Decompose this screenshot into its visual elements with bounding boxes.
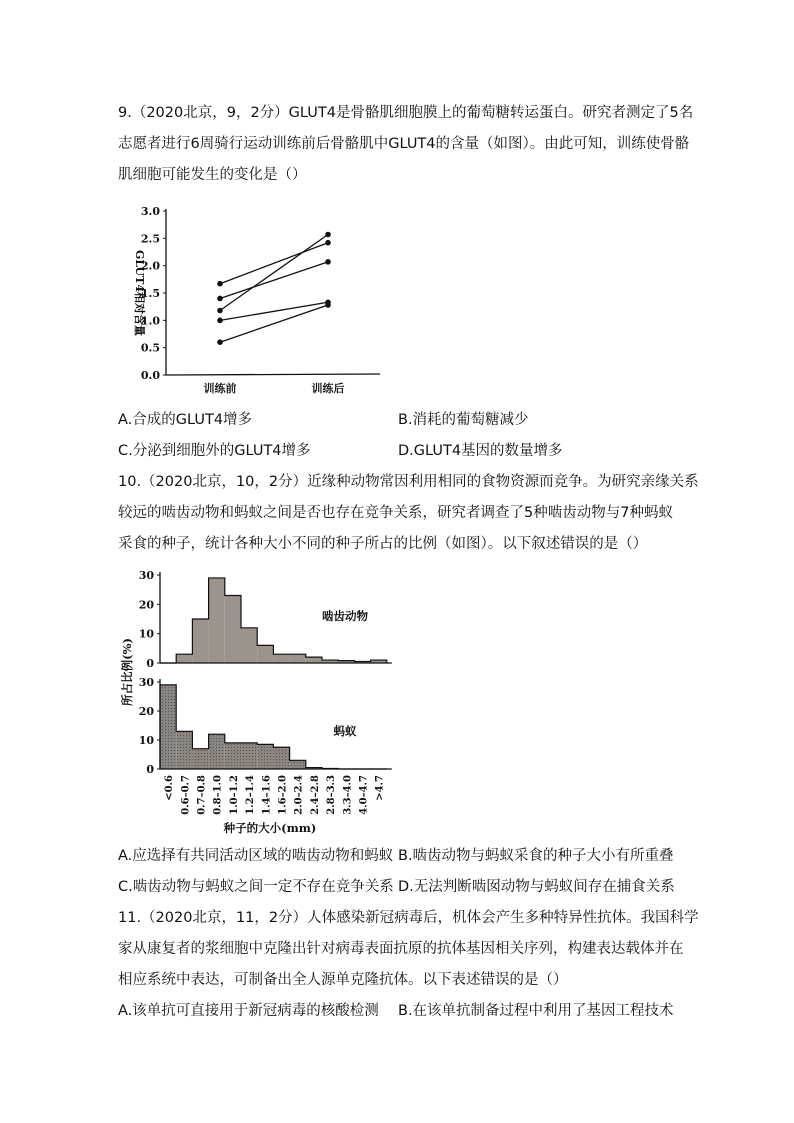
q9-option-d[interactable]: D.GLUT4基因的数量增多: [398, 443, 563, 459]
q11-line-2: 家从康复者的浆细胞中克隆出针对病毒表面抗原的抗体基因相关序列，构建表达载体并在: [118, 941, 684, 957]
y-tick-label: 0.5: [140, 341, 160, 355]
y-tick-label: 20: [138, 705, 154, 718]
histogram-bar: [241, 743, 257, 769]
q9-line-1: 9.（2020北京，9，2分）GLUT4是骨骼肌细胞膜上的葡萄糖转运蛋白。研究者测定了5名: [118, 105, 694, 121]
q10-option-b[interactable]: B.啮齿动物与蚂蚁采食的种子大小有所重叠: [398, 848, 674, 864]
histogram-bar: [176, 731, 192, 769]
x-tick-label: 2.4–2.8: [309, 775, 321, 815]
x-tick-label: >4.7: [374, 775, 386, 801]
y-tick-label: 2.5: [140, 232, 160, 246]
histogram-bar: [160, 685, 176, 769]
q10-option-c[interactable]: C.啮齿动物与蚂蚁之间一定不存在竞争关系: [118, 879, 394, 895]
y-tick-label: 10: [138, 734, 154, 747]
x-tick-label: 1.2–1.4: [245, 775, 257, 815]
x-tick-label: 0.7–0.8: [196, 775, 208, 815]
histogram-bar: [241, 628, 257, 663]
series-label: 啮齿动物: [322, 609, 368, 623]
histogram-bar: [176, 654, 192, 663]
histogram-bar: [273, 747, 289, 769]
y-tick-label: 0: [146, 763, 154, 776]
q9-line-2: 志愿者进行6周骑行运动训练前后骨骼肌中GLUT4的含量（如图）。由此可知，训练使骨骼: [118, 136, 690, 152]
histogram-bar: [273, 654, 289, 663]
y-tick-label: 2.0: [140, 259, 160, 273]
q9-option-a[interactable]: A.合成的GLUT4增多: [118, 412, 253, 428]
histogram-bar: [257, 645, 273, 663]
q10-option-d[interactable]: D.无法判断啮囡动物与蚂蚁间存在捕食关系: [398, 879, 675, 895]
y-tick-label: 0: [146, 657, 154, 670]
y-tick-label: 20: [138, 598, 154, 612]
x-tick-label: 1.6–2.0: [277, 775, 289, 815]
y-tick-label: 1.5: [140, 287, 160, 300]
x-tick-label: 2.0–2.4: [293, 775, 305, 815]
x-axis-label: 种子的大小(mm): [223, 821, 317, 835]
histogram-bar: [192, 749, 208, 769]
histogram-bar: [290, 760, 306, 769]
q10-line-2: 较远的啮齿动物和蚂蚁之间是否也存在竞争关系，研究者调查了5种啮齿动物与7种蚂蚁: [118, 505, 673, 521]
q10-line-1: 10.（2020北京，10，2分）近缘种动物常因利用相同的食物资源而竞争。为研究亲缘关系: [118, 474, 699, 490]
histogram-bar: [209, 734, 225, 769]
y-tick-label: 30: [138, 569, 154, 582]
q9-option-b[interactable]: B.消耗的葡萄糖减少: [398, 412, 529, 428]
series-label: 蚂蚁: [333, 724, 357, 738]
x-tick-label: 0.8–1.0: [212, 775, 224, 815]
q11-line-3: 相应系统中表达，可制备出全人源单克隆抗体。以下表述错误的是（）: [118, 972, 568, 988]
y-axis-label: 所占比例(%): [120, 638, 134, 706]
x-tick-label: 训练前: [203, 382, 237, 395]
q10-line-3: 采食的种子，统计各种大小不同的种子所占的比例（如图）。以下叙述错误的是（）: [118, 536, 648, 552]
histogram-bar: [225, 596, 241, 663]
y-tick-label: 10: [138, 627, 154, 641]
x-tick-label: 0.6–0.7: [180, 775, 192, 815]
y-tick-label: 3.0: [140, 205, 160, 218]
y-tick-label: 1.0: [140, 314, 160, 328]
histogram-bar: [192, 619, 208, 663]
x-tick-label: 训练后: [311, 382, 345, 395]
x-tick-label: 1.4–1.6: [261, 775, 273, 815]
q11-option-b[interactable]: B.在该单抗制备过程中利用了基因工程技术: [398, 1003, 674, 1019]
x-tick-label: 2.8–3.3: [326, 775, 338, 815]
x-tick-label: <0.6: [164, 775, 176, 801]
histogram-bar: [306, 657, 322, 663]
q9-option-c[interactable]: C.分泌到细胞外的GLUT4增多: [118, 443, 311, 459]
y-tick-label: 0.0: [140, 369, 160, 382]
x-tick-label: 3.3–4.0: [342, 775, 354, 815]
y-axis-label: GLUT4相对含量: [133, 250, 146, 336]
histogram-bar: [225, 743, 241, 769]
q10-option-a[interactable]: A.应选择有共同活动区域的啮齿动物和蚂蚁: [118, 848, 394, 864]
histogram-bar: [209, 578, 225, 663]
y-tick-label: 30: [138, 676, 154, 689]
x-tick-label: 1.0–1.2: [228, 775, 240, 815]
q9-line-3: 肌细胞可能发生的变化是（）: [118, 167, 307, 183]
histogram-bar: [257, 744, 273, 769]
q11-line-1: 11.（2020北京，11，2分）人体感染新冠病毒后，机体会产生多种特异性抗体。我国科学: [118, 910, 699, 926]
x-tick-label: 4.0–4.7: [358, 775, 370, 815]
histogram-bar: [290, 654, 306, 663]
q11-option-a[interactable]: A.该单抗可直接用于新冠病毒的核酸检测: [118, 1003, 379, 1019]
